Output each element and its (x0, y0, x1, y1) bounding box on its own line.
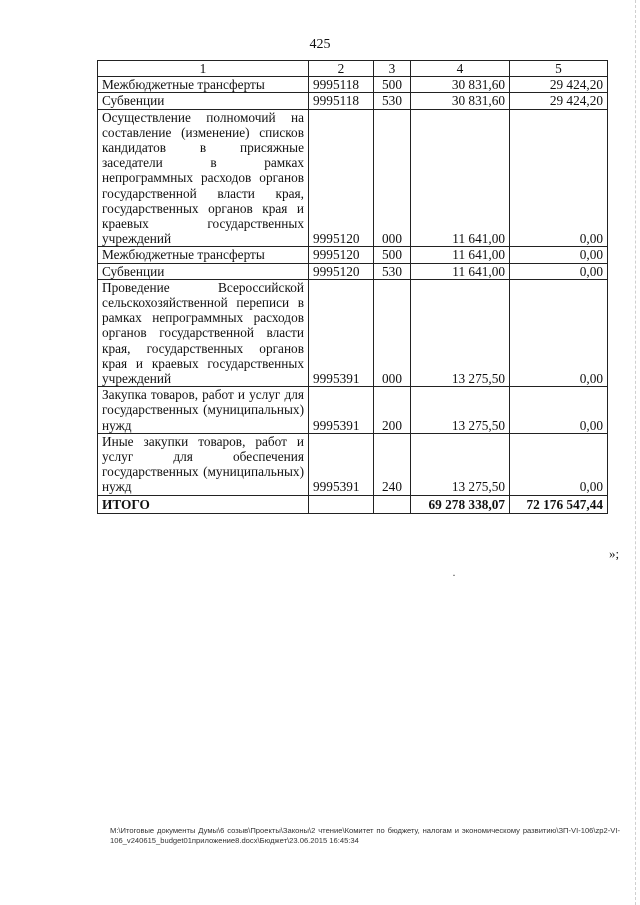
table-row (98, 279, 608, 386)
row-name: Межбюджетные трансферты (98, 247, 309, 263)
row-expense-type: 500 (374, 77, 411, 93)
page-number: 425 (309, 37, 331, 52)
file-path-footer (110, 826, 620, 846)
row-name: Субвенции (98, 263, 309, 279)
row-expense-type: 530 (374, 93, 411, 109)
row-code: 9995118 (309, 93, 374, 109)
row-sum-1: 13 275,50 (411, 279, 510, 386)
row-sum-1: 11 641,00 (411, 109, 510, 247)
column-header-1: 1 (98, 61, 309, 77)
row-sum-1: 11 641,00 (411, 263, 510, 279)
table-row (98, 387, 608, 434)
row-expense-type: 000 (374, 279, 411, 386)
row-expense-type: 530 (374, 263, 411, 279)
row-code: 9995120 (309, 247, 374, 263)
row-sum-2: 0,00 (510, 247, 608, 263)
row-expense-type: 240 (374, 433, 411, 495)
row-code: 9995120 (309, 263, 374, 279)
row-sum-2: 0,00 (510, 387, 608, 434)
row-sum-2: 29 424,20 (510, 77, 608, 93)
row-code: 9995391 (309, 433, 374, 495)
row-name: Осуществление полномочий на составление (изменение) списков кандидатов в присяжные заседатели в рамках непрограммных расходов органов государственной власти края, государственных органов края и краевых государственных учреждений (98, 109, 309, 247)
row-expense-type: 000 (374, 109, 411, 247)
total-label: ИТОГО (98, 495, 309, 513)
budget-table (97, 60, 608, 514)
table-header-row (98, 61, 608, 77)
row-name: Иные закупки товаров, работ и услуг для обеспечения государственных (муниципальных) нужд (98, 433, 309, 495)
row-name: Закупка товаров, работ и услуг для государственных (муниципальных) нужд (98, 387, 309, 434)
row-sum-2: 0,00 (510, 263, 608, 279)
table-row (98, 93, 608, 109)
row-sum-1: 13 275,50 (411, 433, 510, 495)
total-empty-type (374, 495, 411, 513)
row-sum-2: 0,00 (510, 279, 608, 386)
table-row (98, 109, 608, 247)
column-header-4: 4 (411, 61, 510, 77)
row-sum-2: 29 424,20 (510, 93, 608, 109)
total-row (98, 495, 608, 513)
table-row (98, 247, 608, 263)
column-header-3: 3 (374, 61, 411, 77)
row-sum-2: 0,00 (510, 109, 608, 247)
row-code: 9995391 (309, 387, 374, 434)
stray-dot: · (452, 568, 456, 582)
table-row (98, 433, 608, 495)
total-sum-2: 72 176 547,44 (510, 495, 608, 513)
closing-quote-mark: »; (609, 546, 620, 561)
row-sum-1: 13 275,50 (411, 387, 510, 434)
footer-line-1: M:\Итоговые документы Думы\6 созыв\Проекты\Законы\2 чтение\Комитет по бюджету, налогам и экономическому развитию\ЗП-VI-106\zp2-VI- (110, 826, 620, 835)
row-name: Межбюджетные трансферты (98, 77, 309, 93)
row-sum-2: 0,00 (510, 433, 608, 495)
row-expense-type: 500 (374, 247, 411, 263)
page-edge (634, 0, 636, 905)
row-name: Проведение Всероссийской сельскохозяйственной переписи в рамках непрограммных расходов органов государственной власти края, государственных органов края и краевых государственных учреждений (98, 279, 309, 386)
row-name: Субвенции (98, 93, 309, 109)
total-sum-1: 69 278 338,07 (411, 495, 510, 513)
table-row (98, 263, 608, 279)
footer-line-2: 106_v240615_budget01приложение8.docx\Бюджет\23.06.2015 16:45:34 (110, 836, 359, 845)
column-header-5: 5 (510, 61, 608, 77)
row-code: 9995391 (309, 279, 374, 386)
row-sum-1: 30 831,60 (411, 93, 510, 109)
row-sum-1: 30 831,60 (411, 77, 510, 93)
row-sum-1: 11 641,00 (411, 247, 510, 263)
row-code: 9995118 (309, 77, 374, 93)
row-expense-type: 200 (374, 387, 411, 434)
table-row (98, 77, 608, 93)
total-empty-code (309, 495, 374, 513)
column-header-2: 2 (309, 61, 374, 77)
row-code: 9995120 (309, 109, 374, 247)
